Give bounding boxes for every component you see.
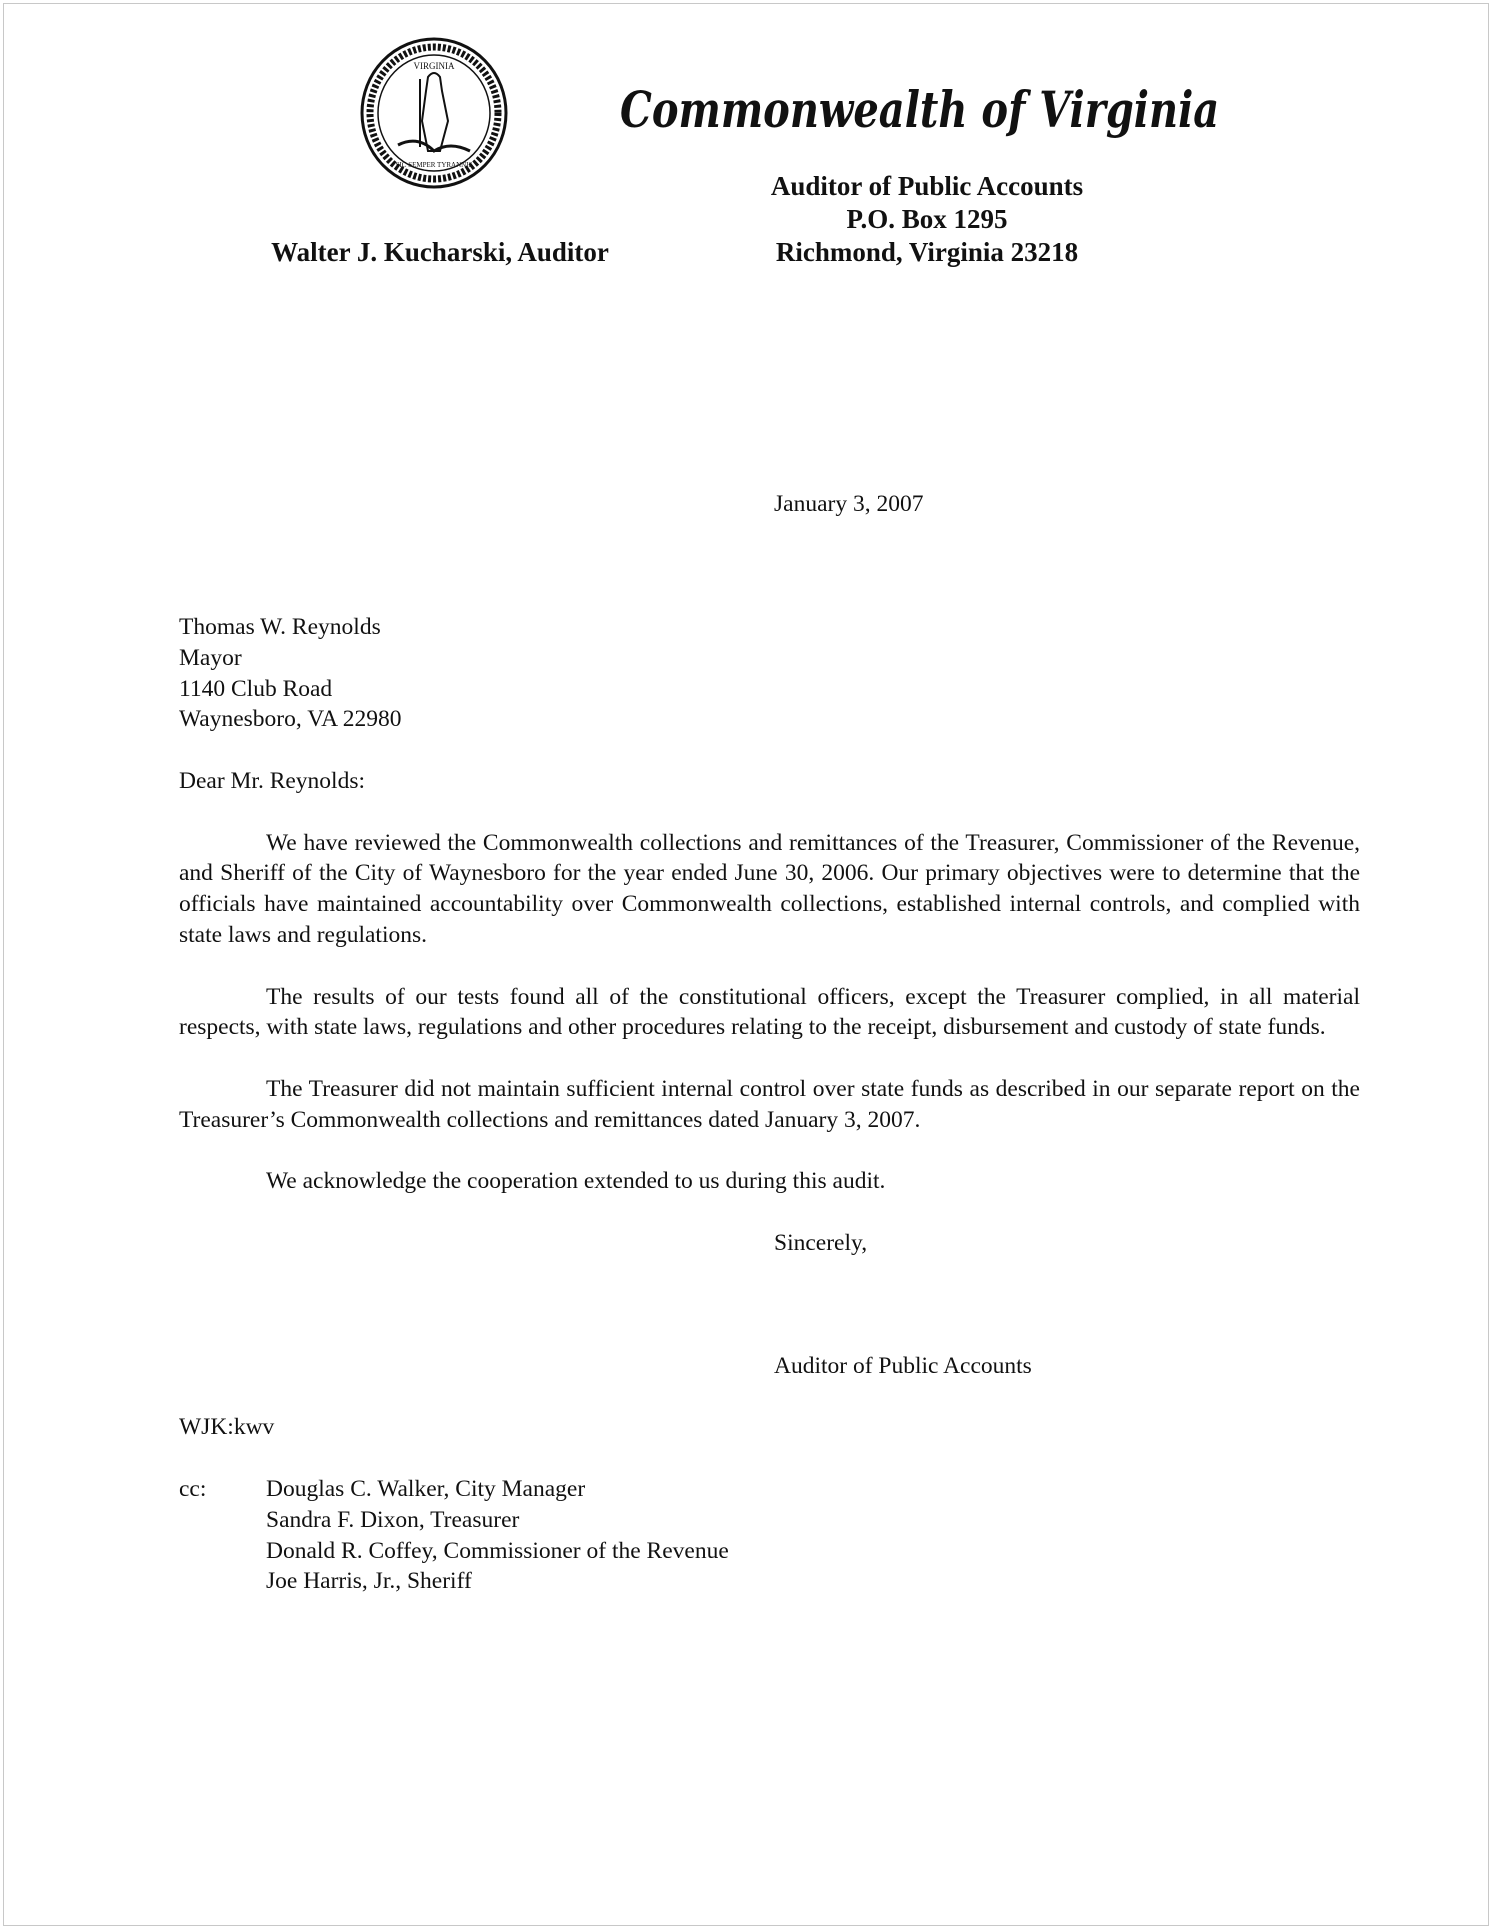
salutation: Dear Mr. Reynolds:	[179, 767, 366, 794]
recipient-line: Thomas W. Reynolds	[179, 614, 381, 640]
office-name: Auditor of Public Accounts	[770, 171, 1084, 201]
recipient-line: 1140 Club Road	[179, 675, 333, 702]
cc-item: Sandra F. Dixon, Treasurer	[266, 1506, 520, 1533]
initials: WJK:kwv	[179, 1414, 275, 1441]
virginia-seal-logo	[358, 37, 510, 189]
cc-list	[266, 1474, 729, 1597]
body-paragraph: We acknowledge the cooperation extended to us during this audit.	[266, 1168, 886, 1195]
recipient-address	[179, 612, 1360, 735]
letterhead-title: Commonwealth of Virginia	[620, 80, 1220, 139]
closing: Sincerely,	[774, 1229, 868, 1256]
signature-block: Auditor of Public Accounts	[774, 1352, 1032, 1379]
letter-date: January 3, 2007	[774, 491, 924, 517]
recipient-line: Waynesboro, VA 22980	[179, 706, 402, 733]
po-box: P.O. Box 1295	[846, 204, 1008, 234]
auditor-name: Walter J. Kucharski, Auditor	[271, 237, 609, 267]
svg-text:SIC SEMPER TYRANNIS: SIC SEMPER TYRANNIS	[395, 161, 473, 169]
city-state-zip: Richmond, Virginia 23218	[775, 237, 1079, 267]
letter-body	[179, 612, 1360, 1628]
cc-item: Joe Harris, Jr., Sheriff	[266, 1568, 472, 1595]
body-paragraph: We have reviewed the Commonwealth collections and remittances of the Treasurer, Commissioner of the Revenue, and Sheriff of the City of Waynesboro for the year ended June 30, 2006. Our primary objectives were to determine that the officials have maintained accountability over Commonwealth collections, established internal controls, and complied with state laws and regulations.	[179, 829, 1360, 948]
svg-text:VIRGINIA: VIRGINIA	[413, 61, 455, 71]
cc-item: Donald R. Coffey, Commissioner of the Revenue	[266, 1537, 729, 1564]
cc-item: Douglas C. Walker, City Manager	[266, 1475, 586, 1502]
cc-label: cc:	[179, 1475, 207, 1502]
recipient-line: Mayor	[179, 644, 242, 671]
cc-block	[179, 1474, 1360, 1597]
body-paragraph: The Treasurer did not maintain sufficient internal control over state funds as described in our separate report on the Treasurer’s Commonwealth collections and remittances dated January 3, 2007.	[179, 1075, 1360, 1133]
letterhead-address	[727, 170, 1127, 269]
body-paragraph: The results of our tests found all of the constitutional officers, except the Treasurer complied, in all material respects, with state laws, regulations and other procedures relating to the receipt, disbursement and custody of state funds.	[179, 983, 1360, 1041]
